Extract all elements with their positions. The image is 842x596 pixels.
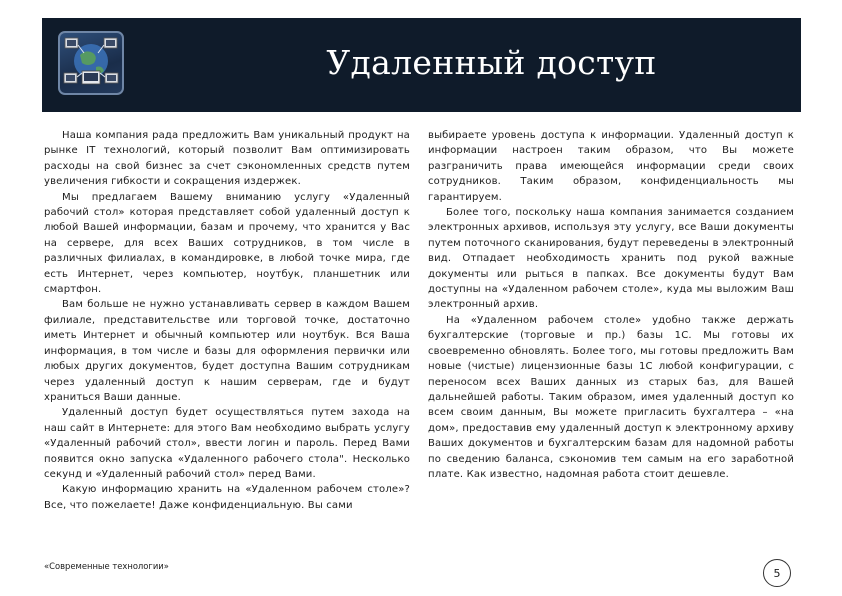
paragraph: Наша компания рада предложить Вам уникальный продукт на рынке IT технологий, который позволит Вам оптимизировать расходы на свой бизнес за счет сэкономленных средств путем увеличения гибкости и сокращения издержек.	[44, 130, 410, 188]
text-column-left	[44, 128, 410, 513]
page-number: 5	[763, 559, 791, 587]
paragraph: Удаленный доступ будет осуществляться путем захода на наш сайт в Интернете: для этого Вам необходимо выбрать услугу «Удаленный рабочий стол», ввести логин и пароль. Перед Вами появится окно запуска «Удаленного рабочего стола". Несколько секунд и «Удаленный рабочий стол» перед Вами.	[44, 407, 410, 480]
header-bar	[42, 18, 801, 112]
paragraph: Более того, поскольку наша компания занимается созданием электронных архивов, используя эту услугу, все Ваши документы путем поточного сканирования, будут переведены в электронный вид. Отпадает необходимость хранить под рукой важные документы или рыться в папках. Все документы будут Вам доступны на «Удаленном рабочем столе», куда мы выложим Ваш электронный архив.	[428, 207, 794, 311]
paragraph: Вам больше не нужно устанавливать сервер в каждом Вашем филиале, представительстве или торговой точке, достаточно иметь Интернет и обычный компьютер или ноутбук. Вся Ваша информация, в том числе и базы для оформления первички или любых других документов, будет доступна Вашим сотрудникам через удаленный доступ к нашим серверам, где и будут храниться Ваши данные.	[44, 299, 410, 403]
network-computers-icon	[58, 31, 124, 95]
page-title: Удаленный доступ	[326, 43, 657, 82]
paragraph: На «Удаленном рабочем столе» удобно также держать бухгалтерские (торговые и пр.) базы 1С. Мы готовы их своевременно обновлять. Более того, мы готовы предложить Вам новые (чистые) лицензионные базы 1С любой конфигурации, с переносом всех Ваших данных из старых баз, для Вашей дальнейшей работы. Таким образом, имея удаленный доступ ко всем своим данным, Вы можете пригласить бухгалтера – «на дом», предоставив ему удаленный доступ к электронному архиву Ваших документов и бухгалтерским базам для надомной работы по сведению баланса, сэкономив тем самым на его заработной плате. Как известно, надомная работа стоит дешевле.	[428, 314, 794, 480]
footer-company: «Современные технологии»	[44, 561, 169, 571]
paragraph: Какую информацию хранить на «Удаленном рабочем столе»? Все, что пожелаете! Даже конфиденциальную. Вы сами	[44, 484, 410, 511]
text-column-right	[428, 128, 794, 482]
paragraph-continuation: выбираете уровень доступа к информации. Удаленный доступ к информации настроен таким образом, что Вы можете разграничить права имеющейся информации среди своих сотрудников. Таким образом, конфиденциальность мы гарантируем.	[428, 130, 794, 203]
paragraph: Мы предлагаем Вашему вниманию услугу «Удаленный рабочий стол» которая представляет собой удаленный доступ к любой Вашей информации, базам и прочему, что хранится у Вас на сервере, для всех Ваших сотрудников, в том числе в различных филиалах, в командировке, в любой точке мира, где есть Интернет, через компьютер, ноутбук, планшетник или смартфон.	[44, 191, 410, 296]
